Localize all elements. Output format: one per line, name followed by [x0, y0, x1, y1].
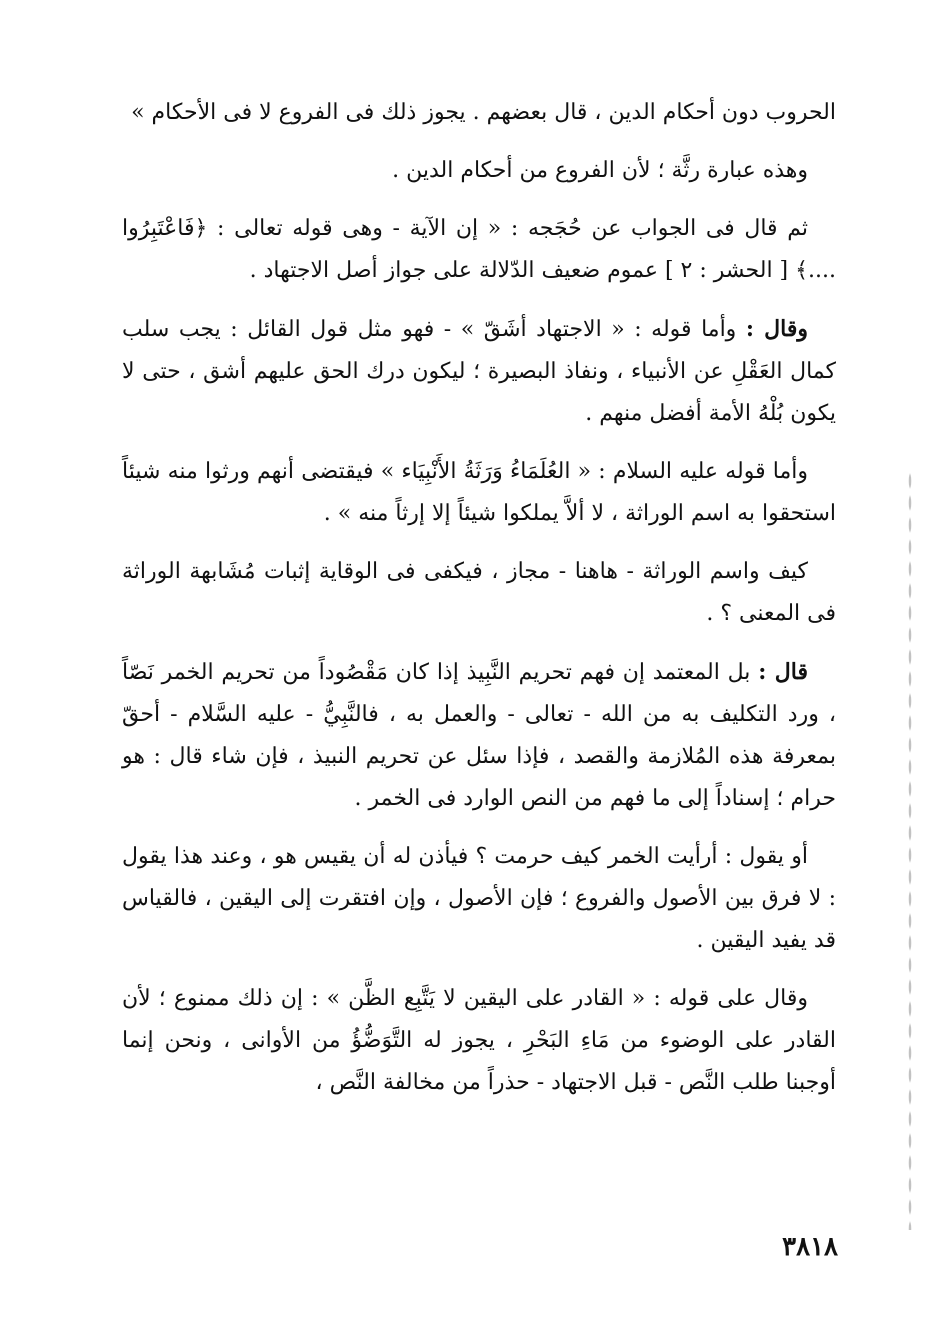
paragraph-2 [122, 150, 836, 192]
paragraph-5-text: وأما قوله عليه السلام : « العُلَمَاءُ وَرَثَةُ الأَنْبِيَاء » فيقتضى أنهم ورثوا منه شيئاً استحقوا به اسم الوراثة ، لا ألاَّ يملكوا شيئاً إلا إرثاً منه » . [122, 459, 836, 526]
body-text [122, 92, 836, 1120]
paragraph-1-text: الحروب دون أحكام الدين ، قال بعضهم . يجوز ذلك فى الفروع لا فى الأحكام » [131, 100, 836, 125]
paragraph-7 [122, 651, 836, 820]
paragraph-3 [122, 208, 836, 292]
paragraph-3-text: ثم قال فى الجواب عن حُجَجه : « إن الآية - وهى قوله تعالى : ﴿فَاعْتَبِرُوا ....﴾ [ الحشر : ٢ ] عموم ضعيف الدّلالة على جواز أصل الاجتهاد . [122, 216, 836, 283]
paragraph-6 [122, 551, 836, 635]
paragraph-4-text: وأما قوله : « الاجتهاد أشَقّ » - فهو مثل قول القائل : يجب سلب كمال العَقْلِ عن الأنبياء ، ونفاذ البصيرة ؛ ليكون درك الحق عليهم أشق ، حتى لا يكون بُلْهُ الأمة أفضل منهم . [122, 317, 836, 426]
paragraph-9-text: وقال على قوله : « القادر على اليقين لا يَتَّبِع الظَّن » : إن ذلك ممنوع ؛ لأن القادر على الوضوء من مَاءِ البَحْرِ ، يجوز له التَّوَضُّؤُ من الأوانى ، ونحن إنما أوجبنا طلب النَّص - قبل الاجتهاد - حذراً من مخالفة النَّص ، [122, 986, 836, 1095]
paragraph-1 [122, 92, 836, 134]
paragraph-6-text: كيف واسم الوراثة - هاهنا - مجاز ، فيكفى فى الوقاية إثبات مُشَابهة الوراثة فى المعنى ؟ . [122, 559, 836, 626]
page-number: ٣٨١٨ [782, 1232, 838, 1262]
paragraph-4 [122, 308, 836, 435]
paragraph-4-lead: وقال : [745, 316, 808, 342]
paragraph-9 [122, 978, 836, 1104]
paragraph-7-lead: قال : [758, 659, 808, 685]
paragraph-8 [122, 836, 836, 962]
paragraph-2-text: وهذه عبارة رثَّة ؛ لأن الفروع من أحكام الدين . [392, 158, 808, 183]
scan-edge-artifact [908, 470, 912, 1230]
paragraph-5 [122, 451, 836, 535]
paragraph-7-text: بل المعتمد إن فهم تحريم النَّبِيذ إذا كان مَقْصُوداً من تحريم الخمر نَصّاً ، ورد التكليف به من الله - تعالى - والعمل به ، فالنَّبِيُّ - عليه السَّلام - أحقّ بمعرفة هذه المُلازمة والقصد ، فإذا سئل عن تحريم النبيذ ، فإن شاء قال : هو حرام ؛ إسناداً إلى ما فهم من النص الوارد فى الخمر . [122, 660, 837, 811]
paragraph-8-text: أو يقول : أرأيت الخمر كيف حرمت ؟ فيأذن له أن يقيس هو ، وعند هذا يقول : لا فرق بين الأصول والفروع ؛ فإن الأصول ، وإن افتقرت إلى اليقين ، فالقياس قد يفيد اليقين . [122, 844, 836, 953]
